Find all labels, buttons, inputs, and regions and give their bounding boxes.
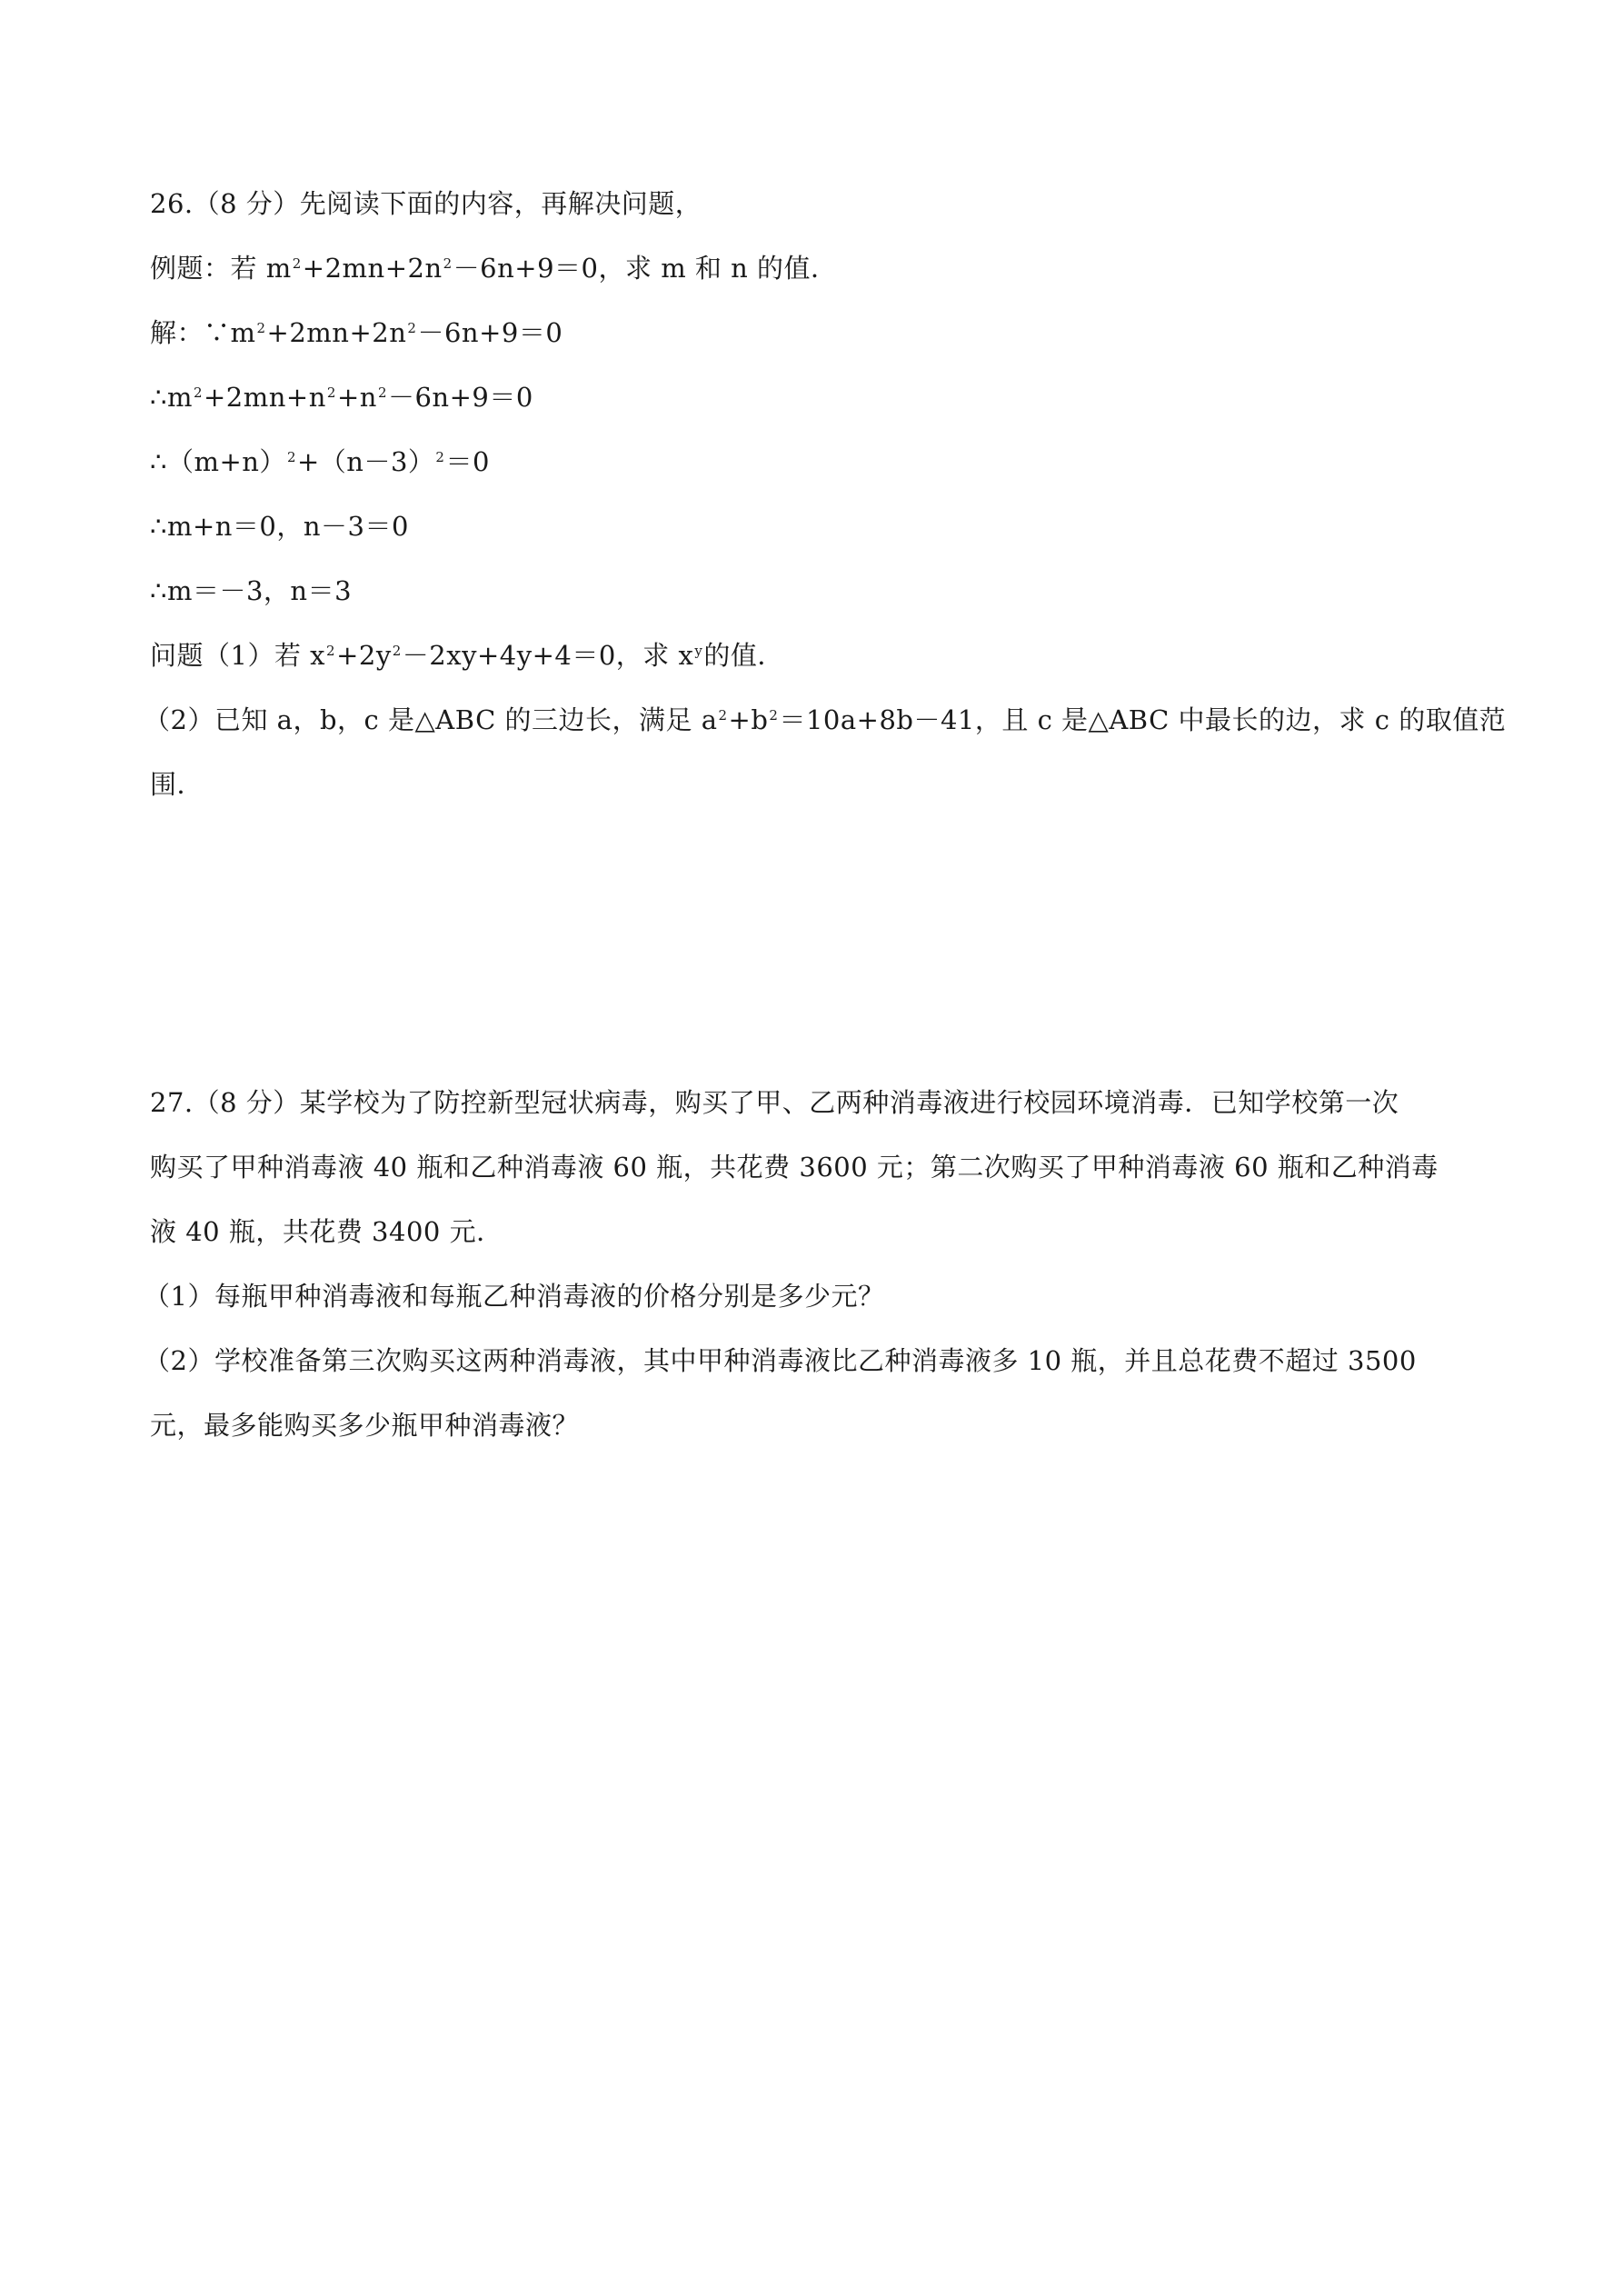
superscript: 2 <box>292 255 302 272</box>
text-segment: －6n+9＝0 <box>417 317 563 348</box>
superscript: 2 <box>326 384 336 401</box>
problem-27-question-2-line-2: 元，最多能购买多少瓶甲种消毒液？ <box>150 1410 580 1441</box>
text-segment: ∴（m+n） <box>150 446 286 477</box>
superscript: 2 <box>377 384 387 401</box>
problem-26-solution-line-5: ∴m＝－3，n＝3 <box>150 575 353 606</box>
text-segment: +2mn+2n <box>302 253 443 284</box>
superscript: 2 <box>193 384 203 401</box>
superscript: 2 <box>286 449 296 465</box>
text-segment: －6n+9＝0，求 m 和 n 的值． <box>453 253 838 284</box>
text-segment: ∴m <box>150 382 193 413</box>
superscript: 2 <box>769 707 779 724</box>
problem-27-line-2: 购买了甲种消毒液 40 瓶和乙种消毒液 60 瓶，共花费 3600 元；第二次购买了甲种消毒液 60 瓶和乙种消毒 <box>150 1152 1439 1183</box>
superscript: 2 <box>718 707 728 724</box>
text-segment: 问题（1）若 x <box>150 640 326 671</box>
problem-26-solution-line-1 <box>150 316 1477 349</box>
problem-26-question-2-line-1 <box>144 704 1507 736</box>
problem-26-solution-line-4: ∴m+n＝0，n－3＝0 <box>150 511 409 542</box>
problem-26-solution-line-3 <box>150 445 1477 478</box>
superscript: 2 <box>407 320 417 336</box>
superscript: 2 <box>256 320 266 336</box>
problem-27-question-2-line-1: （2）学校准备第三次购买这两种消毒液，其中甲种消毒液比乙种消毒液多 10 瓶，并且总花费不超过 3500 <box>144 1345 1417 1376</box>
superscript: y <box>694 643 703 659</box>
problem-26-solution-line-2 <box>150 381 1477 414</box>
text-segment: +2mn+2n <box>266 317 407 348</box>
superscript: 2 <box>326 643 336 659</box>
text-segment: －6n+9＝0 <box>387 382 533 413</box>
text-segment: +（n－3） <box>296 446 435 477</box>
text-segment: +2mn+n <box>204 382 326 413</box>
superscript: 2 <box>392 643 402 659</box>
text-segment: 的值． <box>703 640 784 671</box>
superscript: 2 <box>443 255 453 272</box>
superscript: 2 <box>435 449 445 465</box>
problem-26-header: 26.（8 分）先阅读下面的内容，再解决问题， <box>150 188 702 219</box>
text-segment: ＝0 <box>445 446 490 477</box>
problem-27-line-1: 27.（8 分）某学校为了防控新型冠状病毒，购买了甲、乙两种消毒液进行校园环境消毒．已知学校第一次 <box>150 1087 1399 1118</box>
text-segment: +b <box>728 704 769 735</box>
text-segment: －2xy+4y+4＝0，求 x <box>402 640 694 671</box>
text-segment: 例题：若 m <box>150 253 292 284</box>
text-segment: 解：∵m <box>150 317 256 348</box>
text-segment: +n <box>336 382 377 413</box>
problem-26-question-1 <box>150 639 1477 672</box>
problem-27-line-3: 液 40 瓶，共花费 3400 元． <box>150 1216 503 1247</box>
problem-26-question-2-line-2: 围． <box>150 769 204 800</box>
text-segment: （2）已知 a，b，c 是△ABC 的三边长，满足 a <box>144 704 718 735</box>
text-segment: +2y <box>336 640 392 671</box>
text-segment: ＝10a+8b－41，且 c 是△ABC 中最长的边，求 c 的取值范 <box>779 704 1507 735</box>
problem-26-example <box>150 252 1477 285</box>
problem-27-question-1: （1）每瓶甲种消毒液和每瓶乙种消毒液的价格分别是多少元？ <box>144 1281 885 1312</box>
